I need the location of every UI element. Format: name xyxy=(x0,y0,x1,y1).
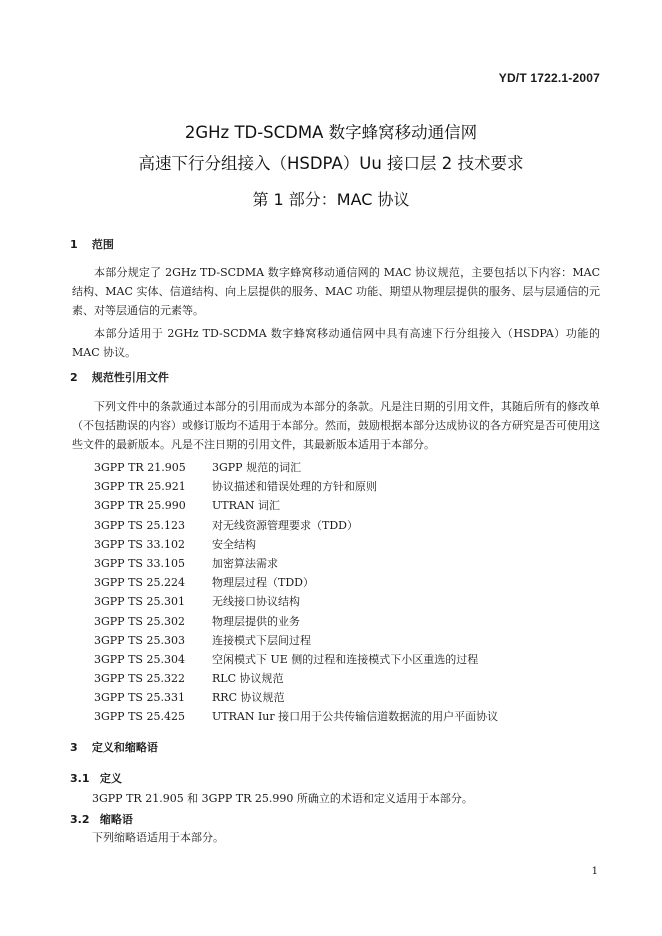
doc-title-line1: 2GHz TD-SCDMA 数字蜂窝移动通信网 xyxy=(184,123,478,142)
page-number: 1 xyxy=(591,866,598,877)
reference-title: UTRAN 词汇 xyxy=(212,499,280,513)
reference-code: 3GPP TS 25.123 xyxy=(94,518,185,532)
doc-title-line2: 高速下行分组接入（HSDPA）Uu 接口层 2 技术要求 xyxy=(138,154,524,173)
reference-code: 3GPP TS 25.303 xyxy=(94,633,185,647)
reference-title: 3GPP 规范的词汇 xyxy=(212,461,302,474)
reference-item xyxy=(94,669,594,688)
reference-item xyxy=(94,612,594,631)
section-1-paragraph-1: 本部分规定了 2GHz TD-SCDMA 数字蜂窝移动通信网的 MAC 协议规范，主要包括以下内容：MAC 结构、MAC 实体、信道结构、向上层提供的服务、MAC 功能、期望从物理层提供的服务、层与层通信的元素、对等层通信的元素等。 xyxy=(72,266,600,317)
section-2-paragraph: 下列文件中的条款通过本部分的引用而成为本部分的条款。凡是注日期的引用文件，其随后所有的修改单（不包括勘误的内容）或修订版均不适用于本部分。然而，鼓励根据本部分达成协议的各方研究是否可使用这些文件的最新版本。凡是不注日期的引用文件，其最新版本适用于本部分。 xyxy=(72,400,600,451)
reference-code: 3GPP TS 25.302 xyxy=(94,614,185,628)
section-number: 1 xyxy=(70,238,78,251)
section-1-heading xyxy=(70,236,114,252)
reference-list xyxy=(94,458,594,727)
reference-title: 物理层提供的业务 xyxy=(212,614,300,628)
reference-item xyxy=(94,554,594,573)
reference-code: 3GPP TS 33.102 xyxy=(94,537,185,551)
reference-item xyxy=(94,631,594,650)
reference-code: 3GPP TS 25.425 xyxy=(94,710,185,724)
reference-code: 3GPP TS 33.105 xyxy=(94,556,185,570)
reference-item xyxy=(94,458,594,477)
reference-code: 3GPP TS 25.304 xyxy=(94,652,185,666)
section-title: 定义和缩略语 xyxy=(91,741,158,754)
reference-title: 空闲模式下 UE 侧的过程和连接模式下小区重选的过程 xyxy=(212,652,479,666)
reference-code: 3GPP TS 25.331 xyxy=(94,691,185,705)
reference-title: 物理层过程（TDD） xyxy=(212,576,314,590)
section-number: 3.1 xyxy=(70,772,90,785)
reference-item xyxy=(94,477,594,496)
section-3-1-text: 3GPP TR 21.905 和 3GPP TR 25.990 所确立的术语和定义适用于本部分。 xyxy=(92,792,473,805)
section-title: 范围 xyxy=(91,238,114,251)
reference-item xyxy=(94,496,594,515)
section-title: 规范性引用文件 xyxy=(91,371,169,384)
section-3-2-text: 下列缩略语适用于本部分。 xyxy=(92,831,224,844)
reference-code: 3GPP TS 25.322 xyxy=(94,672,185,686)
reference-code: 3GPP TS 25.224 xyxy=(94,576,185,590)
reference-code: 3GPP TR 25.990 xyxy=(94,499,186,513)
reference-title: 安全结构 xyxy=(212,537,256,551)
reference-code: 3GPP TR 25.921 xyxy=(94,480,186,494)
reference-item xyxy=(94,707,594,726)
reference-title: 协议描述和错误处理的方针和原则 xyxy=(212,480,377,494)
section-2-heading xyxy=(70,369,169,385)
section-number: 2 xyxy=(70,371,78,384)
reference-item xyxy=(94,573,594,592)
reference-title: RLC 协议规范 xyxy=(212,672,284,686)
reference-title: 连接模式下层间过程 xyxy=(212,633,311,647)
reference-code: 3GPP TR 21.905 xyxy=(94,461,186,474)
reference-title: 无线接口协议结构 xyxy=(212,595,300,609)
reference-title: 对无线资源管理要求（TDD） xyxy=(212,518,358,532)
section-3-heading xyxy=(70,739,158,755)
reference-title: UTRAN Iur 接口用于公共传输信道数据流的用户平面协议 xyxy=(212,710,499,724)
reference-item xyxy=(94,688,594,707)
section-number: 3 xyxy=(70,741,78,754)
section-title: 缩略语 xyxy=(99,813,133,826)
reference-title: 加密算法需求 xyxy=(212,556,278,570)
reference-item xyxy=(94,535,594,554)
reference-item xyxy=(94,650,594,669)
section-3-2-heading xyxy=(70,811,133,827)
section-title: 定义 xyxy=(99,772,122,785)
section-number: 3.2 xyxy=(70,813,90,826)
reference-item xyxy=(94,516,594,535)
reference-title: RRC 协议规范 xyxy=(212,691,285,705)
doc-title-line3: 第 1 部分：MAC 协议 xyxy=(252,190,410,209)
section-1-paragraph-2: 本部分适用于 2GHz TD-SCDMA 数字蜂窝移动通信网中具有高速下行分组接入（HSDPA）功能的 MAC 协议。 xyxy=(72,327,600,359)
standard-id: YD/T 1722.1-2007 xyxy=(498,71,600,85)
reference-item xyxy=(94,592,594,611)
section-3-1-heading xyxy=(70,770,122,786)
reference-code: 3GPP TS 25.301 xyxy=(94,595,185,609)
